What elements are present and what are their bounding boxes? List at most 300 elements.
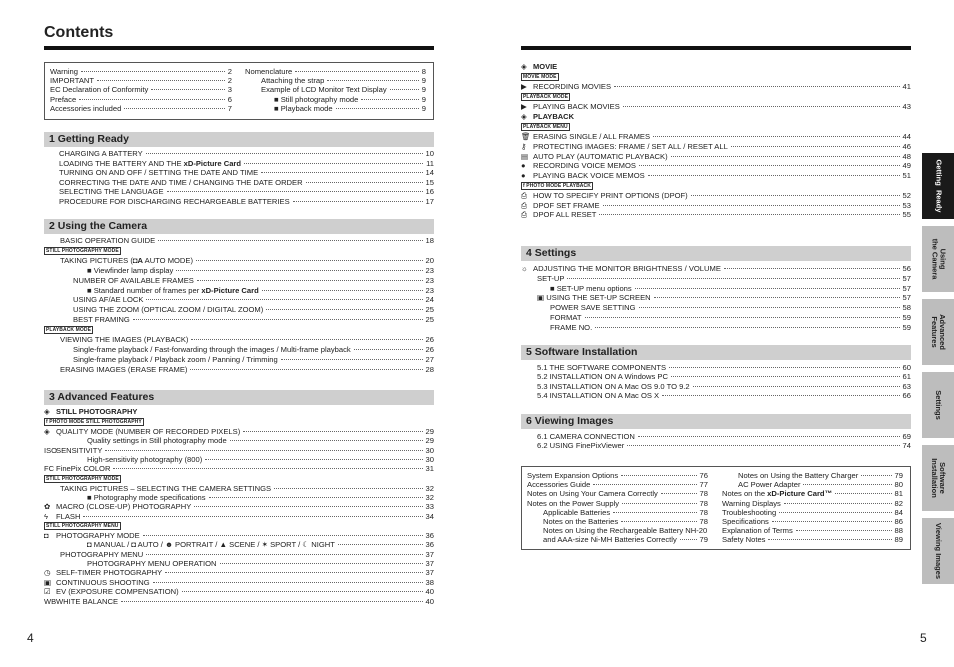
toc-page-number: 36 — [425, 540, 434, 550]
toc-entry-label: POWER SAVE SETTING — [550, 303, 636, 313]
leader-dots — [190, 369, 422, 370]
toc-page-number: 30 — [425, 455, 434, 465]
toc-entry-label: ▶ RECORDING MOVIES — [521, 82, 612, 91]
toc-entry-label: ⎙ DPOF ALL RESET — [521, 210, 597, 220]
toc-entry-label: ISOSENSITIVITY — [44, 445, 103, 455]
leader-dots — [336, 108, 419, 109]
mode-tag-row — [44, 246, 434, 256]
toc-entry[interactable] — [44, 484, 434, 493]
section-software-header[interactable]: 5 Software Installation — [521, 345, 911, 360]
toc-entry[interactable] — [521, 82, 911, 92]
toc-entry[interactable] — [44, 345, 434, 355]
toc-page-number: 23 — [425, 285, 434, 295]
toc-entry[interactable] — [537, 372, 911, 381]
diamond-icon: ◈ — [521, 62, 527, 71]
toc-entry[interactable] — [527, 517, 708, 526]
title-rule — [44, 46, 434, 50]
chapter-tab[interactable] — [922, 445, 954, 511]
toc-page-number: 24 — [425, 295, 434, 305]
chapter-tab[interactable] — [922, 299, 954, 365]
leader-dots — [81, 71, 225, 72]
leader-dots — [779, 512, 891, 513]
leader-dots — [680, 539, 697, 540]
toc-entry-label: 5.2 INSTALLATION ON A Windows PC — [537, 372, 668, 382]
leader-dots — [105, 450, 422, 451]
leader-dots — [197, 280, 423, 281]
toc-entry-label: ◷ SELF-TIMER PHOTOGRAPHY — [44, 568, 163, 578]
toc-page-number: 9 — [421, 94, 426, 104]
toc-entry-label: ▶ PLAYING BACK MOVIES — [521, 101, 620, 111]
toc-page-number: 82 — [894, 498, 903, 508]
toc-entry[interactable] — [537, 363, 911, 372]
toc-entry-label: 5.3 INSTALLATION ON A Mac OS 9.0 TO 9.2 — [537, 381, 690, 391]
leader-dots — [835, 493, 891, 494]
toc-entry-label: LOADING THE BATTERY AND THE xD-Picture Card — [59, 158, 242, 168]
leader-dots — [585, 317, 900, 318]
toc-entry-label: Nomenclature — [245, 67, 293, 76]
toc-entry[interactable] — [521, 142, 911, 152]
chapter-tab-label: Viewing Images — [934, 522, 944, 580]
toc-entry-label: TAKING PICTURES – SELECTING THE CAMERA SETTINGS — [60, 483, 272, 493]
toc-page-number: 41 — [902, 82, 911, 91]
leader-dots — [613, 512, 696, 513]
toc-entry[interactable] — [44, 540, 434, 549]
leader-dots — [176, 270, 422, 271]
toc-entry[interactable] — [537, 432, 911, 441]
chapter-tab-label: Advanced Features — [930, 314, 948, 350]
toc-entry-label: Notes on Using the Rechargeable Battery NH-20 — [543, 526, 708, 536]
page-number-right: 5 — [920, 631, 927, 645]
chapter-tab-label: Software Installation — [930, 458, 947, 498]
toc-page-number: 76 — [699, 471, 708, 480]
toc-entry[interactable] — [44, 266, 434, 276]
toc-entry[interactable] — [722, 526, 903, 535]
toc-entry-label: Accessories included — [50, 103, 122, 113]
appendix-column-1 — [527, 471, 708, 545]
leader-dots — [784, 503, 892, 504]
toc-entry-label: Accessories Guide — [527, 480, 591, 490]
toc-entry[interactable] — [44, 559, 434, 568]
toc-page-number: 48 — [902, 151, 911, 161]
leader-dots — [165, 572, 422, 573]
entry-icon: ◷ — [44, 568, 51, 578]
toc-page-number: 27 — [425, 354, 434, 364]
leader-dots — [244, 163, 423, 164]
toc-entry[interactable] — [245, 104, 426, 113]
toc-entry-label: SELECTING THE LANGUAGE — [59, 187, 164, 197]
toc-page-number: 57 — [902, 283, 911, 293]
toc-entry-label: FC FinePix COLOR — [44, 464, 111, 474]
toc-entry-label: Preface — [50, 94, 77, 104]
toc-page-number: 49 — [902, 161, 911, 171]
toc-entry[interactable] — [521, 102, 911, 112]
leader-dots — [151, 89, 224, 90]
section-using-camera-header[interactable]: 2 Using the Camera — [44, 219, 434, 234]
toc-entry-label: IMPORTANT — [50, 76, 95, 86]
toc-entry-label: WBWHITE BALANCE — [44, 596, 119, 606]
toc-entry[interactable] — [521, 171, 911, 181]
leader-dots — [146, 299, 422, 300]
toc-page-number: 32 — [425, 483, 434, 493]
mode-tag: PLAYBACK MODE — [46, 327, 92, 334]
toc-page-number: 37 — [425, 549, 434, 559]
toc-entry[interactable] — [44, 436, 434, 445]
toc-page-number: 2 — [227, 76, 232, 86]
page-number-left: 4 — [27, 631, 34, 645]
toc-page-number: 66 — [902, 391, 911, 401]
leader-dots — [230, 440, 423, 441]
toc-entry-label: ■ Viewfinder lamp display — [87, 265, 174, 275]
leader-dots — [622, 503, 697, 504]
toc-page-number: 28 — [425, 364, 434, 374]
toc-entry[interactable] — [44, 355, 434, 365]
leader-dots — [654, 297, 900, 298]
entry-icon: ☑ — [44, 587, 51, 597]
mode-tag: PLAYBACK MODE — [523, 93, 569, 100]
toc-page-number: 23 — [425, 265, 434, 275]
toc-page-number: 18 — [425, 236, 434, 245]
toc-entry[interactable] — [722, 471, 903, 480]
chapter-tab[interactable] — [922, 518, 954, 584]
chapter-tab-label: Using the Camera — [930, 238, 948, 280]
toc-entry[interactable] — [527, 535, 708, 544]
toc-entry[interactable] — [44, 493, 434, 502]
toc-entry[interactable] — [44, 256, 434, 266]
toc-page-number: 3 — [227, 85, 232, 95]
leader-dots — [243, 431, 422, 432]
toc-page-number: 15 — [425, 177, 434, 187]
toc-entry[interactable] — [44, 502, 434, 511]
toc-entry-label: ■ Playback mode — [274, 103, 333, 113]
leader-dots — [262, 290, 423, 291]
toc-page-number: 17 — [425, 196, 434, 206]
bold-term: xD-Picture Card™ — [767, 489, 833, 499]
toc-entry[interactable] — [50, 85, 232, 94]
toc-page-number: 79 — [894, 471, 903, 480]
toc-entry-label: Applicable Batteries — [543, 507, 611, 517]
toc-entry-label: Notes on the Power Supply — [527, 498, 620, 508]
toc-entry-label: 🗑 ERASING SINGLE / ALL FRAMES — [521, 132, 651, 142]
toc-page-number: 26 — [425, 335, 434, 345]
chapter-tab-label: Settings — [934, 390, 943, 420]
toc-page-number: 57 — [902, 293, 911, 303]
toc-entry[interactable] — [245, 76, 426, 85]
toc-page-number: 38 — [425, 577, 434, 587]
leader-dots — [614, 86, 899, 87]
leader-dots — [803, 484, 891, 485]
toc-entry-label: ✿ MACRO (CLOSE-UP) PHOTOGRAPHY — [44, 502, 192, 512]
section-viewing-header[interactable]: 6 Viewing Images — [521, 414, 911, 429]
toc-entry[interactable] — [722, 489, 903, 498]
toc-entry[interactable] — [521, 191, 911, 201]
toc-page-number: 40 — [425, 587, 434, 597]
toc-page-number: 14 — [425, 168, 434, 178]
toc-entry[interactable] — [537, 382, 911, 391]
toc-entry[interactable] — [537, 441, 911, 450]
toc-entry[interactable] — [44, 295, 434, 305]
toc-entry[interactable] — [521, 161, 911, 171]
toc-entry-label: ◘ PHOTOGRAPHY MODE — [44, 531, 140, 541]
section-settings-header[interactable]: 4 Settings — [521, 246, 911, 261]
toc-entry[interactable] — [50, 95, 232, 104]
group-head — [521, 111, 911, 122]
toc-entry[interactable] — [521, 293, 911, 303]
toc-page-number: 20 — [425, 255, 434, 265]
right-page — [477, 0, 954, 667]
leader-dots — [768, 539, 891, 540]
toc-entry[interactable] — [44, 464, 434, 473]
toc-entry-label: NUMBER OF AVAILABLE FRAMES — [73, 275, 194, 285]
toc-entry[interactable] — [44, 236, 434, 246]
toc-entry[interactable] — [521, 284, 911, 294]
toc-page-number: 79 — [699, 535, 708, 545]
toc-entry[interactable] — [50, 76, 232, 85]
toc-page-number: 34 — [425, 511, 434, 521]
toc-page-number: 33 — [425, 502, 434, 512]
toc-entry[interactable] — [44, 335, 434, 345]
leader-dots — [599, 214, 899, 215]
toc-page-number: 37 — [425, 568, 434, 578]
toc-page-number: 8 — [421, 67, 426, 76]
mode-tag: MOVIE MODE — [523, 74, 557, 80]
toc-entry[interactable] — [521, 323, 911, 333]
section-getting-ready-header[interactable]: 1 Getting Ready — [44, 132, 434, 147]
toc-entry[interactable] — [722, 535, 903, 544]
toc-page-number: 9 — [421, 76, 426, 86]
toc-entry[interactable] — [722, 508, 903, 517]
toc-entry[interactable] — [521, 210, 911, 220]
entry-icon: ϟ — [44, 511, 48, 521]
leader-dots — [143, 535, 423, 536]
toc-entry-label: ☼ ADJUSTING THE MONITOR BRIGHTNESS / VOLUME — [521, 264, 721, 273]
toc-entry[interactable] — [537, 391, 911, 400]
leader-dots — [266, 309, 422, 310]
leader-dots — [361, 99, 418, 100]
toc-entry-label: AC Power Adapter — [738, 480, 801, 490]
toc-page-number: 60 — [902, 363, 911, 372]
toc-page-number: 46 — [902, 142, 911, 152]
chapter-tab[interactable] — [922, 372, 954, 438]
toc-entry[interactable] — [722, 499, 903, 508]
toc-entry[interactable] — [521, 274, 911, 284]
entry-icon: ▣ — [44, 577, 52, 587]
mode-tag-row — [44, 417, 434, 427]
toc-entry[interactable] — [44, 578, 434, 587]
toc-page-number: 37 — [425, 559, 434, 569]
toc-entry-label: ■ Standard number of frames per xD-Picture Card — [87, 285, 259, 295]
toc-entry[interactable] — [59, 178, 434, 188]
section-viewing-list — [537, 432, 911, 451]
toc-entry[interactable] — [44, 276, 434, 286]
leader-dots — [861, 475, 891, 476]
toc-entry-label: FRAME NO. — [550, 322, 593, 332]
mode-tag: PLAYBACK MENU — [523, 124, 568, 131]
leader-dots — [796, 530, 892, 531]
toc-entry[interactable] — [44, 512, 434, 521]
toc-entry[interactable] — [59, 149, 434, 159]
toc-entry-label: Example of LCD Monitor Text Display — [261, 85, 387, 95]
toc-entry[interactable] — [44, 550, 434, 559]
leader-dots — [724, 268, 900, 269]
intro-box — [44, 62, 434, 120]
leader-dots — [731, 146, 900, 147]
leader-dots — [327, 80, 418, 81]
leader-dots — [338, 544, 423, 545]
entry-icon: ● — [521, 161, 526, 171]
toc-entry[interactable] — [527, 499, 708, 508]
leader-dots — [158, 240, 422, 241]
toc-entry[interactable] — [245, 67, 426, 76]
toc-entry-label: Troubleshooting — [722, 507, 777, 517]
leader-dots — [97, 80, 225, 81]
still-photography-head: ◈ STILL PHOTOGRAPHY — [44, 407, 138, 416]
toc-entry[interactable] — [44, 531, 434, 540]
toc-entry[interactable] — [44, 286, 434, 296]
toc-entry[interactable] — [527, 480, 708, 489]
toc-page-number: 10 — [425, 149, 434, 158]
leader-dots — [639, 307, 900, 308]
toc-entry[interactable] — [245, 85, 426, 94]
toc-entry[interactable] — [521, 313, 911, 323]
toc-entry[interactable] — [44, 427, 434, 436]
toc-entry[interactable] — [50, 104, 232, 113]
toc-page-number: 58 — [902, 303, 911, 313]
chapter-tab-label: Getting Ready — [934, 159, 943, 213]
toc-entry-label: System Expansion Options — [527, 471, 619, 480]
toc-entry-label: Notes on Using Your Camera Correctly — [527, 489, 658, 499]
toc-entry-label: ◈ QUALITY MODE (NUMBER OF RECORDED PIXELS) — [44, 427, 241, 436]
toc-entry[interactable] — [527, 489, 708, 498]
leader-dots — [205, 459, 422, 460]
toc-entry[interactable] — [521, 132, 911, 142]
toc-entry[interactable] — [527, 508, 708, 517]
chapter-tab[interactable] — [922, 226, 954, 292]
leader-dots — [669, 367, 899, 368]
toc-entry-label: EC Declaration of Conformity — [50, 85, 149, 95]
toc-entry-label: High-sensitivity photography (800) — [87, 455, 203, 465]
toc-entry[interactable] — [521, 201, 911, 211]
leader-dots — [295, 71, 418, 72]
diamond-icon: ◈ — [521, 112, 527, 122]
page-title: Contents — [44, 24, 114, 41]
toc-entry[interactable] — [44, 365, 434, 375]
section-using-camera-list — [44, 236, 434, 375]
toc-entry[interactable] — [44, 446, 434, 455]
toc-entry[interactable] — [521, 303, 911, 313]
toc-entry[interactable] — [527, 471, 708, 480]
toc-entry[interactable] — [245, 95, 426, 104]
leader-dots — [671, 156, 900, 157]
toc-page-number: 32 — [425, 493, 434, 503]
appendix-column-2 — [722, 471, 903, 545]
leader-dots — [671, 376, 900, 377]
leader-dots — [261, 172, 422, 173]
toc-page-number: 30 — [425, 445, 434, 455]
toc-entry[interactable] — [44, 587, 434, 596]
mode-tag: STILL PHOTOGRAPHY MENU — [46, 523, 119, 530]
toc-entry[interactable] — [44, 305, 434, 315]
toc-entry-label: Warning Displays — [722, 498, 781, 508]
leader-dots — [354, 349, 423, 350]
section-software-list — [537, 363, 911, 401]
mode-tag-row — [44, 474, 434, 484]
diamond-icon: ◈ — [44, 407, 50, 416]
mode-tag-row — [521, 122, 911, 132]
section-advanced-header[interactable]: 3 Advanced Features — [44, 390, 434, 405]
mode-tag: STILL PHOTOGRAPHY MODE — [46, 247, 119, 254]
leader-dots — [638, 436, 900, 437]
toc-entry-label: BEST FRAMING — [73, 315, 130, 325]
entry-icon: ⎙ — [521, 190, 527, 200]
leader-dots — [293, 201, 423, 202]
toc-entry[interactable] — [722, 480, 903, 489]
toc-page-number: 29 — [425, 427, 434, 436]
toc-page-number: 40 — [425, 596, 434, 606]
toc-page-number: 52 — [902, 190, 911, 200]
leader-dots — [274, 488, 422, 489]
toc-entry-label: 5.4 INSTALLATION ON A Mac OS X — [537, 391, 660, 401]
leader-dots — [639, 165, 900, 166]
toc-page-number: 23 — [425, 275, 434, 285]
movie-playback-list — [521, 61, 911, 220]
toc-entry-label: USING THE ZOOM (OPTICAL ZOOM / DIGITAL ZOOM) — [73, 305, 264, 315]
toc-page-number: 6 — [227, 94, 232, 104]
toc-page-number: 78 — [699, 516, 708, 526]
toc-entry[interactable] — [44, 597, 434, 606]
toc-entry[interactable] — [59, 197, 434, 207]
chapter-tab[interactable] — [922, 153, 954, 219]
toc-entry[interactable] — [527, 526, 708, 535]
toc-entry[interactable] — [59, 187, 434, 197]
leader-dots — [772, 521, 892, 522]
toc-entry[interactable] — [521, 264, 911, 274]
leader-dots — [390, 89, 419, 90]
toc-entry-label: ■ Photography mode specifications — [87, 493, 206, 503]
toc-page-number: 9 — [421, 85, 426, 95]
toc-entry-label: 6.1 CAMERA CONNECTION — [537, 432, 635, 441]
bold-term: xD-Picture Card — [201, 285, 259, 295]
mode-tag-row — [44, 521, 434, 531]
entry-icon: WB — [44, 596, 57, 606]
top-rule-right — [521, 46, 911, 50]
toc-entry-label: Explanation of Terms — [722, 526, 793, 536]
toc-entry[interactable] — [59, 159, 434, 169]
toc-entry-label: TAKING PICTURES (◘A AUTO MODE) — [60, 255, 194, 265]
leader-dots — [623, 106, 900, 107]
entry-icon: FC — [44, 464, 54, 474]
toc-entry-label: ⎙ DPOF SET FRAME — [521, 200, 600, 210]
toc-entry-label: Attaching the strap — [261, 76, 325, 86]
leader-dots — [153, 582, 423, 583]
toc-page-number: 57 — [902, 273, 911, 283]
toc-entry[interactable] — [722, 517, 903, 526]
toc-entry-label: ⚷ PROTECTING IMAGES: FRAME / SET ALL / RESET ALL — [521, 142, 728, 152]
toc-entry[interactable] — [50, 67, 232, 76]
toc-entry[interactable] — [44, 568, 434, 577]
section-getting-ready-list — [59, 149, 434, 207]
toc-page-number: 61 — [902, 372, 911, 382]
toc-entry[interactable] — [44, 455, 434, 464]
toc-entry[interactable] — [44, 315, 434, 325]
toc-entry[interactable] — [59, 168, 434, 178]
toc-entry[interactable] — [521, 152, 911, 162]
entry-icon: ▶ — [521, 82, 527, 91]
toc-entry-label: 5.1 THE SOFTWARE COMPONENTS — [537, 363, 667, 372]
toc-entry-label: Notes on Using the Battery Charger — [738, 471, 859, 480]
leader-dots — [662, 395, 899, 396]
toc-page-number: 59 — [902, 322, 911, 332]
toc-entry-label: TURNING ON AND OFF / SETTING THE DATE AND TIME — [59, 168, 259, 178]
